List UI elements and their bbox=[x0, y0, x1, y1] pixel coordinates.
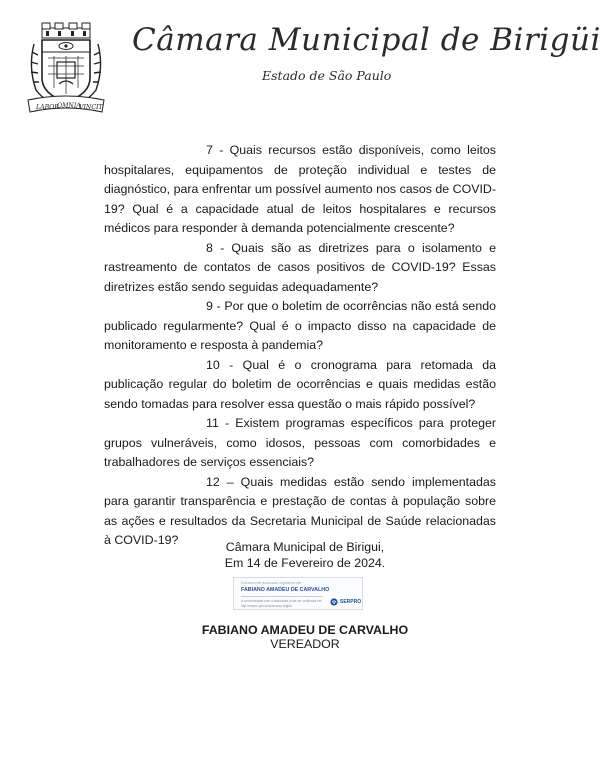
letterhead-title: Câmara Municipal de Birigüi bbox=[132, 22, 601, 58]
question-8: 8 - Quais são as diretrizes para o isolamento e rastreamento de contatos de casos positivos de COVID-19? Essas diretrizes estão sendo seguidas adequadamente? bbox=[104, 240, 496, 294]
serpro-logo-icon bbox=[330, 598, 338, 606]
question-11: 11 - Existem programas específicos para proteger grupos vulneráveis, como idosos, pessoas com comorbidades e trabalhadores de serviços essenciais? bbox=[104, 416, 496, 469]
crest-motto-2: OMNIA bbox=[57, 102, 81, 110]
question-12: 12 – Quais medidas estão sendo implementadas para garantir transparência e prestação de contas à população sobre as ações e resultados da Secretaria Municipal de Saúde relacionadas à COVID-19? bbox=[104, 474, 496, 547]
closing-date: Em 14 de Fevereiro de 2024. bbox=[224, 555, 386, 570]
signature-stamp-label: Documento assinado digitalmente bbox=[241, 581, 302, 585]
signer-name: FABIANO AMADEU DE CARVALHO bbox=[201, 623, 409, 637]
crest-motto-1: LABOR bbox=[36, 104, 59, 111]
closing-block bbox=[200, 540, 410, 571]
signer-role: VEREADOR bbox=[270, 637, 340, 651]
questions-body bbox=[104, 141, 496, 551]
question-10: 10 - Qual é o cronograma para retomada da publicação regular do boletim de ocorrências e quais medidas estão sendo tomadas para resolver essa questão o mais rápido possível? bbox=[104, 357, 496, 411]
serpro-logo-text: SERPRO bbox=[340, 599, 362, 605]
signer-block bbox=[170, 623, 440, 651]
serpro-logo bbox=[330, 598, 360, 607]
question-9: 9 - Por que o boletim de ocorrências não está sendo publicado regularmente? Qual é o impacto disso na capacidade de monitoramento e resposta à pandemia? bbox=[104, 299, 496, 352]
digital-signature-stamp bbox=[233, 577, 363, 610]
signature-stamp-note: A conformidade com a assinatura pode ser verificada em: bbox=[241, 599, 323, 603]
question-7: 7 - Quais recursos estão disponíveis, como leitos hospitalares, equipamentos de proteção individual e testes de diagnóstico, para enfrentar um possível aumento nos casos de COVID-19? Qual é a capacidade atual de leitos hospitalares e recursos médicos para responder à demanda potencialmente crescente? bbox=[104, 143, 496, 235]
crest-motto-3: VINCIT bbox=[79, 104, 103, 111]
closing-place: Câmara Municipal de Birigui, bbox=[225, 540, 385, 554]
signature-stamp-url[interactable]: http://serpro.gov.br/assinador-digital bbox=[241, 604, 292, 608]
signature-stamp-divider bbox=[241, 596, 323, 597]
letterhead-subtitle: Estado de São Paulo bbox=[262, 68, 392, 83]
signature-stamp-name: FABIANO AMADEU DE CARVALHO bbox=[241, 587, 330, 593]
